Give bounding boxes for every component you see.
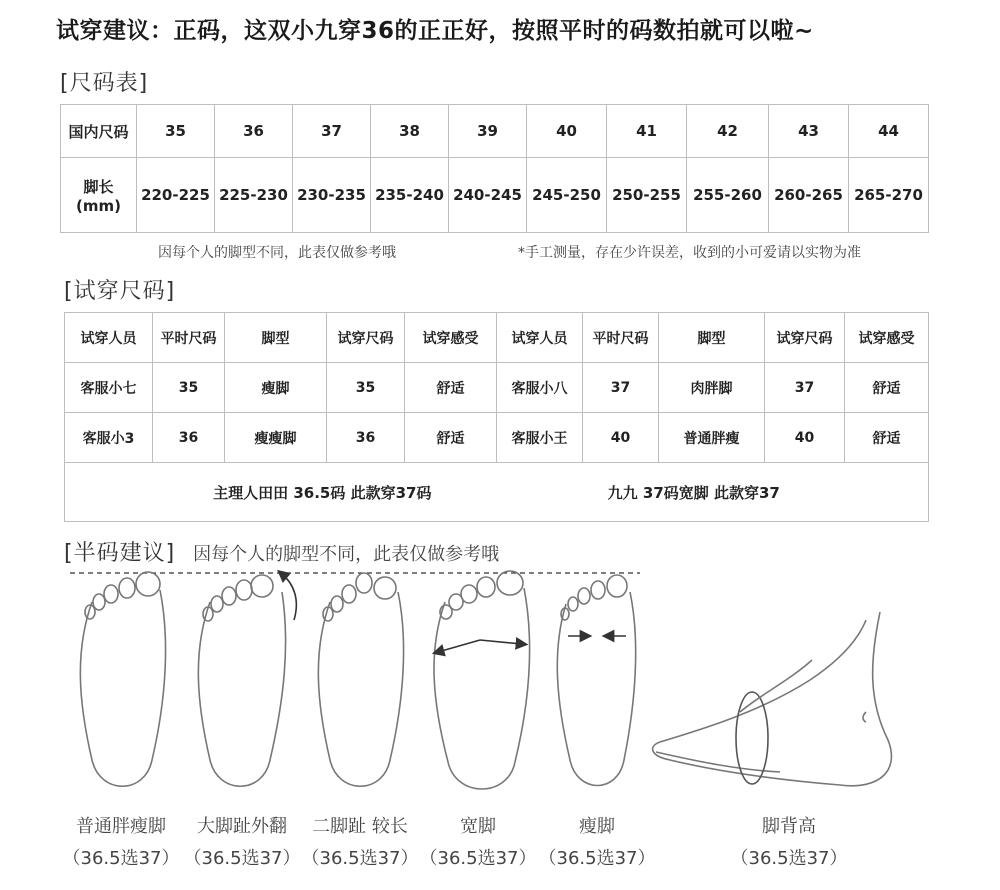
trial-cell: 舒适 bbox=[405, 413, 497, 463]
half-size-advice: （36.5选37） bbox=[538, 848, 656, 869]
trial-cell: 37 bbox=[583, 363, 659, 413]
trial-cell: 舒适 bbox=[845, 413, 929, 463]
trial-table bbox=[64, 312, 929, 522]
half-size-advice: （36.5选37） bbox=[419, 848, 537, 869]
trial-cell: 普通胖瘦 bbox=[659, 413, 765, 463]
size-note-right: *手工测量，存在少许误差，收到的小可爱请以实物为准 bbox=[518, 245, 861, 261]
size-cell: 41 bbox=[607, 105, 687, 158]
trial-cell: 瘦脚 bbox=[225, 363, 327, 413]
size-cell: 40 bbox=[527, 105, 607, 158]
trial-cell: 肉胖脚 bbox=[659, 363, 765, 413]
headline: 试穿建议：正码，这双小九穿36的正正好，按照平时的码数拍就可以啦~ bbox=[56, 18, 814, 44]
size-cell: 35 bbox=[137, 105, 215, 158]
trial-cell: 客服小3 bbox=[65, 413, 153, 463]
length-cell: 235-240 bbox=[371, 158, 449, 233]
trial-cell: 36 bbox=[153, 413, 225, 463]
half-size-advice: （36.5选37） bbox=[183, 848, 301, 869]
length-row-header bbox=[61, 158, 137, 233]
length-cell: 220-225 bbox=[137, 158, 215, 233]
trial-cell: 客服小王 bbox=[497, 413, 583, 463]
size-cell: 38 bbox=[371, 105, 449, 158]
size-cell: 42 bbox=[687, 105, 769, 158]
trial-header-cell: 试穿人员 bbox=[65, 313, 153, 363]
summary-left: 主理人田田 36.5码 此款穿37码 bbox=[213, 483, 432, 502]
summary-right: 九九 37码宽脚 此款穿37 bbox=[607, 483, 780, 502]
trial-header-cell: 试穿尺码 bbox=[327, 313, 405, 363]
size-cell: 37 bbox=[293, 105, 371, 158]
half-size-advice: （36.5选37） bbox=[62, 848, 180, 869]
length-cell: 230-235 bbox=[293, 158, 371, 233]
half-size-label: 瘦脚 bbox=[579, 816, 615, 837]
trial-row bbox=[65, 363, 929, 413]
trial-cell: 40 bbox=[583, 413, 659, 463]
trial-cell: 40 bbox=[765, 413, 845, 463]
length-cell: 225-230 bbox=[215, 158, 293, 233]
trial-cell: 客服小七 bbox=[65, 363, 153, 413]
length-cell: 255-260 bbox=[687, 158, 769, 233]
length-cell: 265-270 bbox=[849, 158, 929, 233]
length-header-line1: 脚长 bbox=[83, 177, 114, 196]
half-size-label: 普通胖瘦脚 bbox=[76, 816, 166, 837]
trial-cell: 37 bbox=[765, 363, 845, 413]
half-size-label: 大脚趾外翻 bbox=[197, 816, 287, 837]
trial-cell: 舒适 bbox=[845, 363, 929, 413]
trial-title: [试穿尺码] bbox=[64, 279, 176, 304]
trial-cell: 瘦瘦脚 bbox=[225, 413, 327, 463]
trial-summary-row bbox=[65, 463, 929, 522]
trial-header-cell: 脚型 bbox=[225, 313, 327, 363]
length-cell: 245-250 bbox=[527, 158, 607, 233]
foot-wide-icon bbox=[434, 571, 530, 789]
trial-cell: 舒适 bbox=[405, 363, 497, 413]
length-row bbox=[61, 158, 929, 233]
size-cell: 36 bbox=[215, 105, 293, 158]
half-size-advice: （36.5选37） bbox=[301, 848, 419, 869]
trial-header-cell: 脚型 bbox=[659, 313, 765, 363]
half-size-label: 二脚趾 较长 bbox=[312, 816, 408, 837]
trial-summary-cell bbox=[65, 463, 929, 522]
length-header-line2: (mm) bbox=[76, 196, 121, 215]
foot-bunion-icon bbox=[198, 574, 296, 786]
size-chart-title: [尺码表] bbox=[60, 71, 149, 96]
trial-row bbox=[65, 413, 929, 463]
trial-header-cell: 试穿感受 bbox=[845, 313, 929, 363]
foot-illustrations bbox=[0, 566, 1000, 890]
foot-narrow-icon bbox=[557, 575, 635, 786]
trial-header-cell: 平时尺码 bbox=[583, 313, 659, 363]
size-cell: 44 bbox=[849, 105, 929, 158]
trial-cell: 客服小八 bbox=[497, 363, 583, 413]
length-cell: 250-255 bbox=[607, 158, 687, 233]
length-cell: 260-265 bbox=[769, 158, 849, 233]
size-row-header: 国内尺码 bbox=[61, 105, 137, 158]
trial-header-cell: 平时尺码 bbox=[153, 313, 225, 363]
foot-long-second-toe-icon bbox=[318, 573, 403, 786]
trial-cell: 35 bbox=[153, 363, 225, 413]
half-size-title: [半码建议] bbox=[64, 541, 176, 566]
half-size-subtitle: 因每个人的脚型不同，此表仅做参考哦 bbox=[193, 544, 500, 565]
half-size-label: 宽脚 bbox=[460, 816, 496, 837]
size-note-left: 因每个人的脚型不同，此表仅做参考哦 bbox=[158, 245, 396, 261]
size-cell: 43 bbox=[769, 105, 849, 158]
trial-cell: 35 bbox=[327, 363, 405, 413]
half-size-label: 脚背高 bbox=[762, 816, 816, 837]
trial-header-cell: 试穿人员 bbox=[497, 313, 583, 363]
foot-high-instep-icon bbox=[653, 612, 892, 786]
length-cell: 240-245 bbox=[449, 158, 527, 233]
trial-cell: 36 bbox=[327, 413, 405, 463]
size-row bbox=[61, 105, 929, 158]
size-cell: 39 bbox=[449, 105, 527, 158]
trial-header-row bbox=[65, 313, 929, 363]
trial-header-cell: 试穿尺码 bbox=[765, 313, 845, 363]
half-size-header bbox=[64, 536, 499, 567]
trial-header-cell: 试穿感受 bbox=[405, 313, 497, 363]
size-chart-table bbox=[60, 104, 929, 233]
half-size-advice: （36.5选37） bbox=[730, 848, 848, 869]
foot-normal-icon bbox=[80, 572, 165, 786]
